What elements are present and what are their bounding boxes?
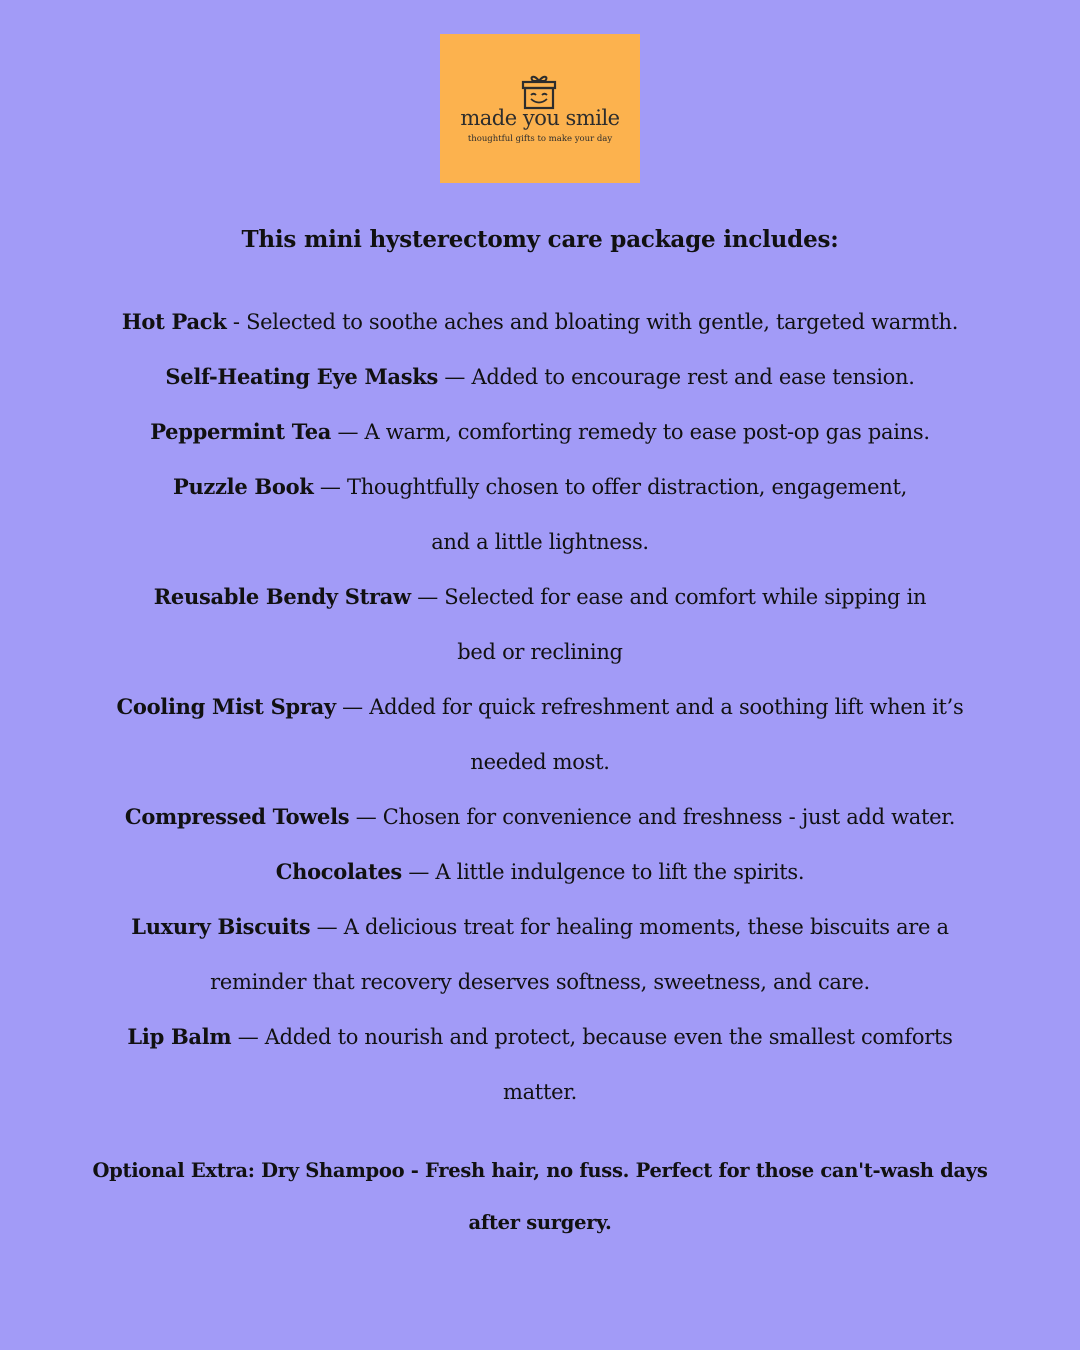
item-hot-pack (0, 307, 1080, 337)
item-name: Lip Balm (127, 1024, 232, 1049)
item-chocolates (0, 857, 1080, 887)
item-cooling-mist-continued: needed most. (470, 750, 610, 774)
item-name: Cooling Mist Spray (116, 694, 336, 719)
item-separator: — (313, 475, 347, 499)
item-name: Luxury Biscuits (131, 914, 311, 939)
item-description: Added to encourage rest and ease tension. (471, 365, 915, 389)
item-lip-balm (0, 1022, 1080, 1052)
item-cooling-mist (0, 692, 1080, 722)
item-name: Compressed Towels (124, 804, 350, 829)
page-title: This mini hysterectomy care package includes: (241, 226, 839, 253)
item-bendy-straw-continued: bed or reclining (457, 640, 623, 664)
item-name: Puzzle Book (172, 474, 314, 499)
item-separator: — (310, 915, 344, 939)
item-description: A little indulgence to lift the spirits. (435, 860, 805, 884)
item-name: Reusable Bendy Straw (153, 584, 411, 609)
item-puzzle-book (0, 472, 1080, 502)
item-separator: — (401, 860, 436, 884)
brand-name: made you smile (460, 106, 620, 130)
optional-extra: Optional Extra: Dry Shampoo - Fresh hair, no fuss. Perfect for those can't-wash days (92, 1159, 988, 1182)
item-name: Hot Pack (121, 309, 227, 334)
item-luxury-biscuits-continued: reminder that recovery deserves softness, sweetness, and care. (210, 970, 870, 994)
item-eye-masks (0, 362, 1080, 392)
item-description: Added for quick refreshment and a soothing lift when it’s (369, 695, 964, 719)
item-compressed-towels (0, 802, 1080, 832)
item-separator: — (231, 1025, 265, 1049)
item-description: Added to nourish and protect, because even the smallest comforts (264, 1025, 953, 1049)
item-puzzle-book-continued: and a little lightness. (431, 530, 649, 554)
item-name: Self-Heating Eye Masks (165, 364, 438, 389)
item-separator: — (349, 805, 383, 829)
item-description: Thoughtfully chosen to offer distraction, engagement, (346, 475, 908, 499)
item-name: Peppermint Tea (150, 419, 332, 444)
item-separator: — (331, 420, 365, 444)
item-peppermint-tea (0, 417, 1080, 447)
item-separator: — (438, 365, 472, 389)
item-separator: — (335, 695, 370, 719)
item-separator: — (410, 585, 445, 609)
item-bendy-straw (0, 582, 1080, 612)
brand-tagline: thoughtful gifts to make your day (467, 134, 613, 144)
item-description: Selected to soothe aches and bloating with gentle, targeted warmth. (246, 310, 959, 334)
item-description: A delicious treat for healing moments, these biscuits are a (343, 915, 949, 939)
item-description: A warm, comforting remedy to ease post-op gas pains. (364, 420, 930, 444)
item-name: Chocolates (275, 859, 402, 884)
item-lip-balm-continued: matter. (502, 1080, 578, 1104)
item-luxury-biscuits (0, 912, 1080, 942)
optional-extra-continued: after surgery. (468, 1211, 612, 1234)
item-separator: - (226, 310, 247, 334)
item-description: Selected for ease and comfort while sipping in (444, 585, 927, 609)
item-description: Chosen for convenience and freshness - just add water. (382, 805, 956, 829)
